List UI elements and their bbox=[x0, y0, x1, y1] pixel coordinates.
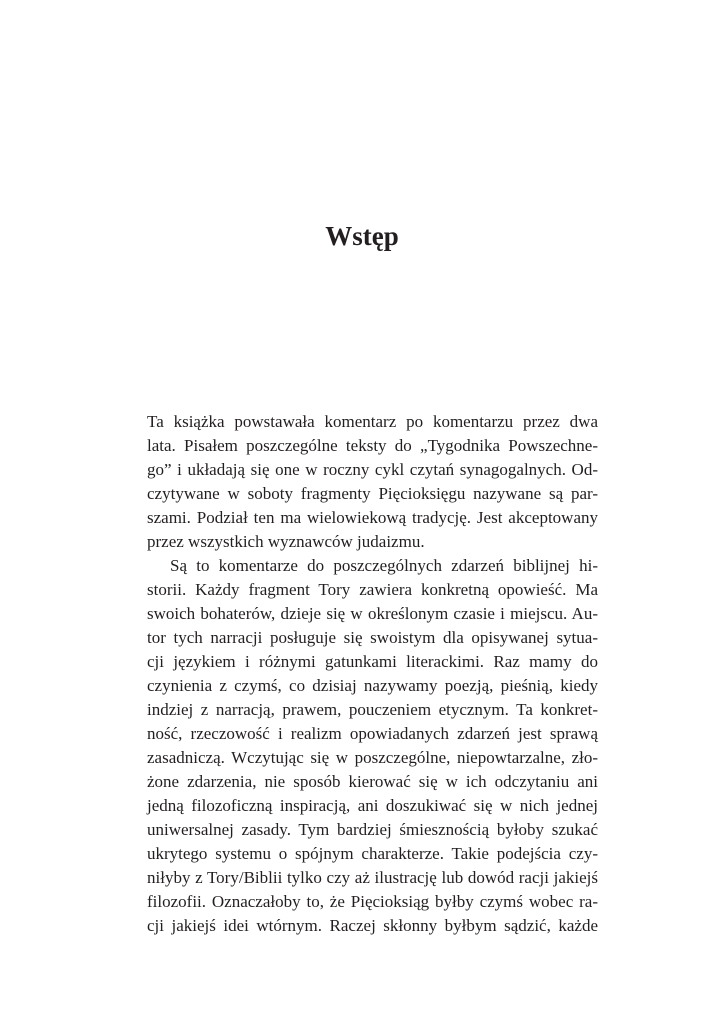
text-line: Są to komentarze do poszczególnych zdarzeń biblijnej hi- bbox=[170, 556, 598, 575]
text-line: cji językiem i różnymi gatunkami literackimi. Raz mamy do bbox=[147, 652, 598, 671]
text-line: czytywane w soboty fragmenty Pięcioksięgu nazywane są par- bbox=[147, 484, 598, 503]
text-line: filozofii. Oznaczałoby to, że Pięcioksiąg byłby czymś wobec ra- bbox=[147, 892, 598, 911]
text-line: lata. Pisałem poszczególne teksty do „Tygodnika Powszechne- bbox=[147, 436, 598, 455]
text-line: tor tych narracji posługuje się swoistym dla opisywanej sytua- bbox=[147, 628, 598, 647]
text-line: storii. Każdy fragment Tory zawiera konkretną opowieść. Ma bbox=[147, 580, 598, 599]
text-line: ukrytego systemu o spójnym charakterze. Takie podejścia czy- bbox=[147, 844, 598, 863]
text-line: żone zdarzenia, nie sposób kierować się w ich odczytaniu ani bbox=[147, 772, 598, 791]
body-text bbox=[147, 410, 598, 938]
text-line: swoich bohaterów, dzieje się w określonym czasie i miejscu. Au- bbox=[147, 604, 598, 623]
text-line: jedną filozoficzną inspiracją, ani doszukiwać się w nich jednej bbox=[147, 796, 598, 815]
chapter-title: Wstęp bbox=[325, 221, 399, 251]
text-line: Ta książka powstawała komentarz po komentarzu przez dwa bbox=[147, 412, 598, 431]
text-line: czynienia z czymś, co dzisiaj nazywamy poezją, pieśnią, kiedy bbox=[147, 676, 598, 695]
text-line: szami. Podział ten ma wielowiekową tradycję. Jest akceptowany bbox=[147, 508, 598, 527]
text-line: zasadniczą. Wczytując się w poszczególne, niepowtarzalne, zło- bbox=[147, 748, 598, 767]
text-line: niłyby z Tory/Biblii tylko czy aż ilustrację lub dowód racji jakiejś bbox=[147, 868, 598, 887]
text-line: przez wszystkich wyznawców judaizmu. bbox=[147, 532, 425, 551]
paragraph-1 bbox=[147, 410, 598, 554]
paragraph-2 bbox=[147, 554, 598, 938]
text-line: uniwersalnej zasady. Tym bardziej śmiesznością byłoby szukać bbox=[147, 820, 598, 839]
text-line: indziej z narracją, prawem, pouczeniem etycznym. Ta konkret- bbox=[147, 700, 598, 719]
text-line: ność, rzeczowość i realizm opowiadanych zdarzeń jest sprawą bbox=[147, 724, 598, 743]
text-line: go” i układają się one w roczny cykl czytań synagogalnych. Od- bbox=[147, 460, 598, 479]
text-line: cji jakiejś idei wtórnym. Raczej skłonny byłbym sądzić, każde bbox=[147, 916, 598, 935]
